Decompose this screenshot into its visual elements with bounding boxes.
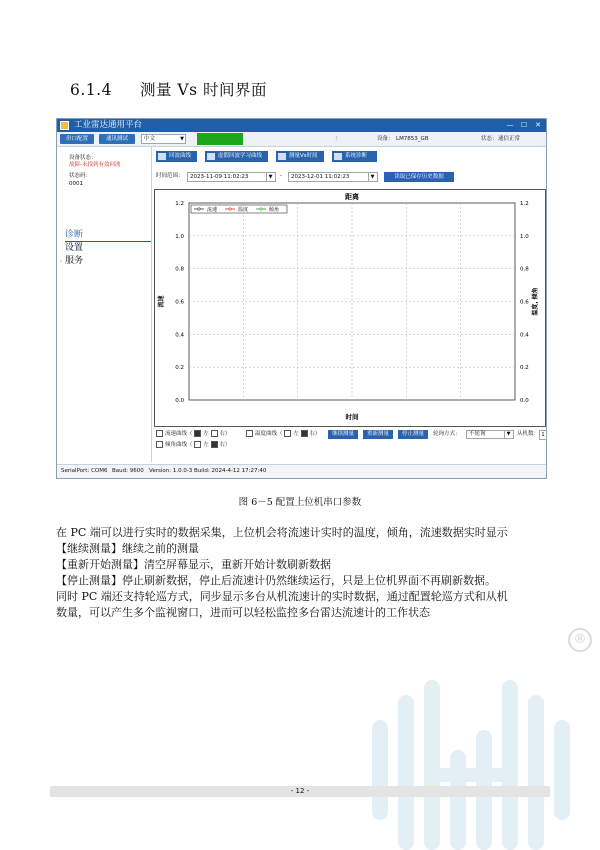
patrol-label: 轮询方式： <box>433 431 461 437</box>
page-number: - 12 - <box>290 787 310 795</box>
expand-icon[interactable]: › <box>60 258 63 265</box>
tab-label: 虚假回波学习曲线 <box>218 153 263 159</box>
maximize-icon[interactable]: ☐ <box>520 121 528 129</box>
patrol-value: 不轮询 <box>469 431 486 437</box>
status-bar <box>57 464 546 478</box>
chevron-down-icon: ▼ <box>266 173 274 181</box>
y-tick-label: 0.4 <box>175 332 184 339</box>
app-window-screenshot <box>56 118 547 479</box>
y2-tick-label: 0.2 <box>520 365 529 372</box>
y2-tick-label: 0.6 <box>520 299 529 306</box>
chart-title: 距离 <box>345 193 359 201</box>
paragraph-line: 同时 PC 端还支持轮巡方式，同步显示多台从机流速计的实时数据，通过配置轮巡方式和从机 <box>56 590 508 603</box>
serial-port: SerialPort: COM6 <box>61 468 108 474</box>
chevron-down-icon: ▼ <box>504 431 512 438</box>
slave-count-value: 1 <box>541 432 545 438</box>
tilt-curve-label: 倾角曲线（ <box>165 442 193 448</box>
temp-curve-control[interactable] <box>246 430 321 439</box>
tab-label: 系统诊断 <box>345 153 368 159</box>
date-separator: - <box>280 173 282 179</box>
main-area <box>152 147 546 462</box>
checkbox-icon[interactable] <box>246 430 253 437</box>
tab-label: 测量Vs时间 <box>289 153 318 159</box>
status-label: 状态： <box>481 136 498 142</box>
device-label: 设备： <box>377 136 394 142</box>
checkbox-icon[interactable] <box>156 430 163 437</box>
y-tick-label: 0.6 <box>175 299 184 306</box>
radio-icon[interactable] <box>211 430 218 437</box>
paragraph-line: 数量，可以产生多个监视窗口，进而可以轻松监控多台雷达流速计的工作状态 <box>56 606 430 619</box>
toolbar <box>57 132 546 147</box>
date-end-picker[interactable] <box>288 172 378 182</box>
close-icon[interactable]: ✕ <box>535 121 541 129</box>
language-value: 中文 <box>144 136 156 142</box>
chart-icon <box>207 153 215 160</box>
date-end-value: 2023-12-01 11:02:23 <box>291 174 350 180</box>
restart-measure-button[interactable]: 重新测量 <box>363 430 393 439</box>
right-label: 右） <box>219 431 231 437</box>
flow-curve-label: 流速曲线（ <box>165 431 193 437</box>
version-info: Version: 1.0.0-3 Build: 2024-4-12 17:27:40 <box>149 468 267 474</box>
device-value: LM7853_GB <box>396 136 429 142</box>
y2-tick-label: 1.0 <box>520 233 529 240</box>
tab-false-echo-learning[interactable] <box>205 151 268 162</box>
y-tick-label: 0.2 <box>175 365 184 372</box>
minimize-icon[interactable]: — <box>506 121 514 129</box>
chart-container <box>154 189 546 427</box>
right-label: 右） <box>309 431 321 437</box>
tab-measure-vs-time[interactable] <box>276 151 324 162</box>
chevron-down-icon: ▼ <box>368 173 376 181</box>
paragraph-line: 【停止测量】停止刷新数据，停止后流速计仍然继续运行，只是上位机界面不再刷新数据。 <box>56 574 496 587</box>
paragraph-line: 【重新开始测量】清空屏幕显示，重新开始计数刷新数据 <box>56 558 331 571</box>
baud-rate: Baud: 9600 <box>112 468 144 474</box>
date-start-picker[interactable] <box>187 172 276 182</box>
y2-tick-label: 1.2 <box>520 201 529 207</box>
tab-system-diagnosis[interactable] <box>332 151 377 162</box>
read-history-button[interactable]: 读取已保存历史数据 <box>384 172 454 182</box>
x-axis-label: 时间 <box>345 413 359 421</box>
y2-tick-label: 0.0 <box>520 398 529 404</box>
left-label: 左 <box>293 431 299 437</box>
connection-indicator <box>197 133 243 145</box>
radio-icon[interactable] <box>194 430 201 437</box>
status-code-label: 状态码： <box>69 173 92 179</box>
left-label: 左 <box>203 442 209 448</box>
chart-svg <box>155 190 545 426</box>
bluetooth-icon: ᛒ <box>335 136 339 142</box>
legend-marker <box>198 208 200 210</box>
window-titlebar <box>57 119 546 132</box>
slave-count-label: 从机数： <box>517 431 540 437</box>
legend-label: 倾角 <box>269 207 280 213</box>
legend-marker <box>260 208 262 210</box>
y-tick-label: 0.0 <box>175 398 184 404</box>
slave-count-input[interactable] <box>539 430 547 440</box>
time-range-label: 时间范围： <box>156 173 184 179</box>
watermark-logo <box>372 660 572 850</box>
checkbox-icon[interactable] <box>156 441 163 448</box>
app-icon <box>60 121 69 130</box>
radio-icon[interactable] <box>211 441 218 448</box>
legend-label: 流速 <box>207 207 218 213</box>
section-heading <box>70 78 267 100</box>
y2-tick-label: 0.4 <box>520 332 529 339</box>
continue-measure-button[interactable]: 继续测量 <box>328 430 358 439</box>
right-label: 右） <box>219 442 231 448</box>
chart-icon <box>158 153 166 160</box>
section-title: 测量 Vs 时间界面 <box>139 81 267 99</box>
legend-marker <box>229 208 231 210</box>
status-code-value: 0001 <box>69 181 83 187</box>
nav-item-diagnosis[interactable]: 诊断 <box>65 230 84 240</box>
y-tick-label: 1.0 <box>175 233 184 240</box>
comm-test-button[interactable]: 通讯测试 <box>99 134 135 144</box>
tab-label: 回波曲线 <box>169 153 192 159</box>
paragraph-line: 【继续测量】继续之前的测量 <box>56 542 199 555</box>
legend-label: 温度 <box>238 207 249 213</box>
window-title: 工业雷达通用平台 <box>74 120 143 130</box>
y2-axis-label: 温度, 倾角 <box>532 287 539 316</box>
port-config-button[interactable]: 串口配置 <box>60 134 94 144</box>
nav-divider <box>65 241 151 242</box>
nav-item-service[interactable]: 服务 <box>65 256 84 266</box>
tab-echo-curve[interactable] <box>156 151 197 162</box>
left-label: 左 <box>203 431 209 437</box>
device-status-label: 设备状态： <box>69 155 97 161</box>
radio-icon[interactable] <box>301 430 308 437</box>
stop-measure-button[interactable]: 停止测量 <box>398 430 428 439</box>
patrol-select[interactable] <box>466 430 514 439</box>
chart-icon <box>278 153 286 160</box>
status-value: 通信正常 <box>498 136 521 142</box>
date-start-value: 2023-11-09 11:02:23 <box>190 174 249 180</box>
left-panel <box>57 147 152 462</box>
y-axis-label: 流速 <box>158 295 165 308</box>
registered-mark: ® <box>568 628 592 652</box>
paragraph-line: 在 PC 端可以进行实时的数据采集，上位机会将流速计实时的温度，倾角，流速数据实时显示 <box>56 526 508 539</box>
nav-item-settings[interactable]: 设置 <box>65 243 84 253</box>
language-select[interactable] <box>141 134 186 144</box>
section-number: 6.1.4 <box>70 81 112 99</box>
chevron-down-icon: ▼ <box>180 136 184 142</box>
temp-curve-label: 温度曲线（ <box>255 431 283 437</box>
radio-icon[interactable] <box>284 430 291 437</box>
diagnosis-icon <box>334 153 342 160</box>
device-status-value: 故障-未找到有效回波 <box>69 162 121 168</box>
y-tick-label: 1.2 <box>175 201 184 207</box>
flow-curve-control[interactable] <box>156 430 231 439</box>
tilt-curve-control[interactable] <box>156 441 231 450</box>
y2-tick-label: 0.8 <box>520 266 529 273</box>
figure-caption: 图 6－5 配置上位机串口参数 <box>238 497 362 508</box>
y-tick-label: 0.8 <box>175 266 184 273</box>
radio-icon[interactable] <box>194 441 201 448</box>
